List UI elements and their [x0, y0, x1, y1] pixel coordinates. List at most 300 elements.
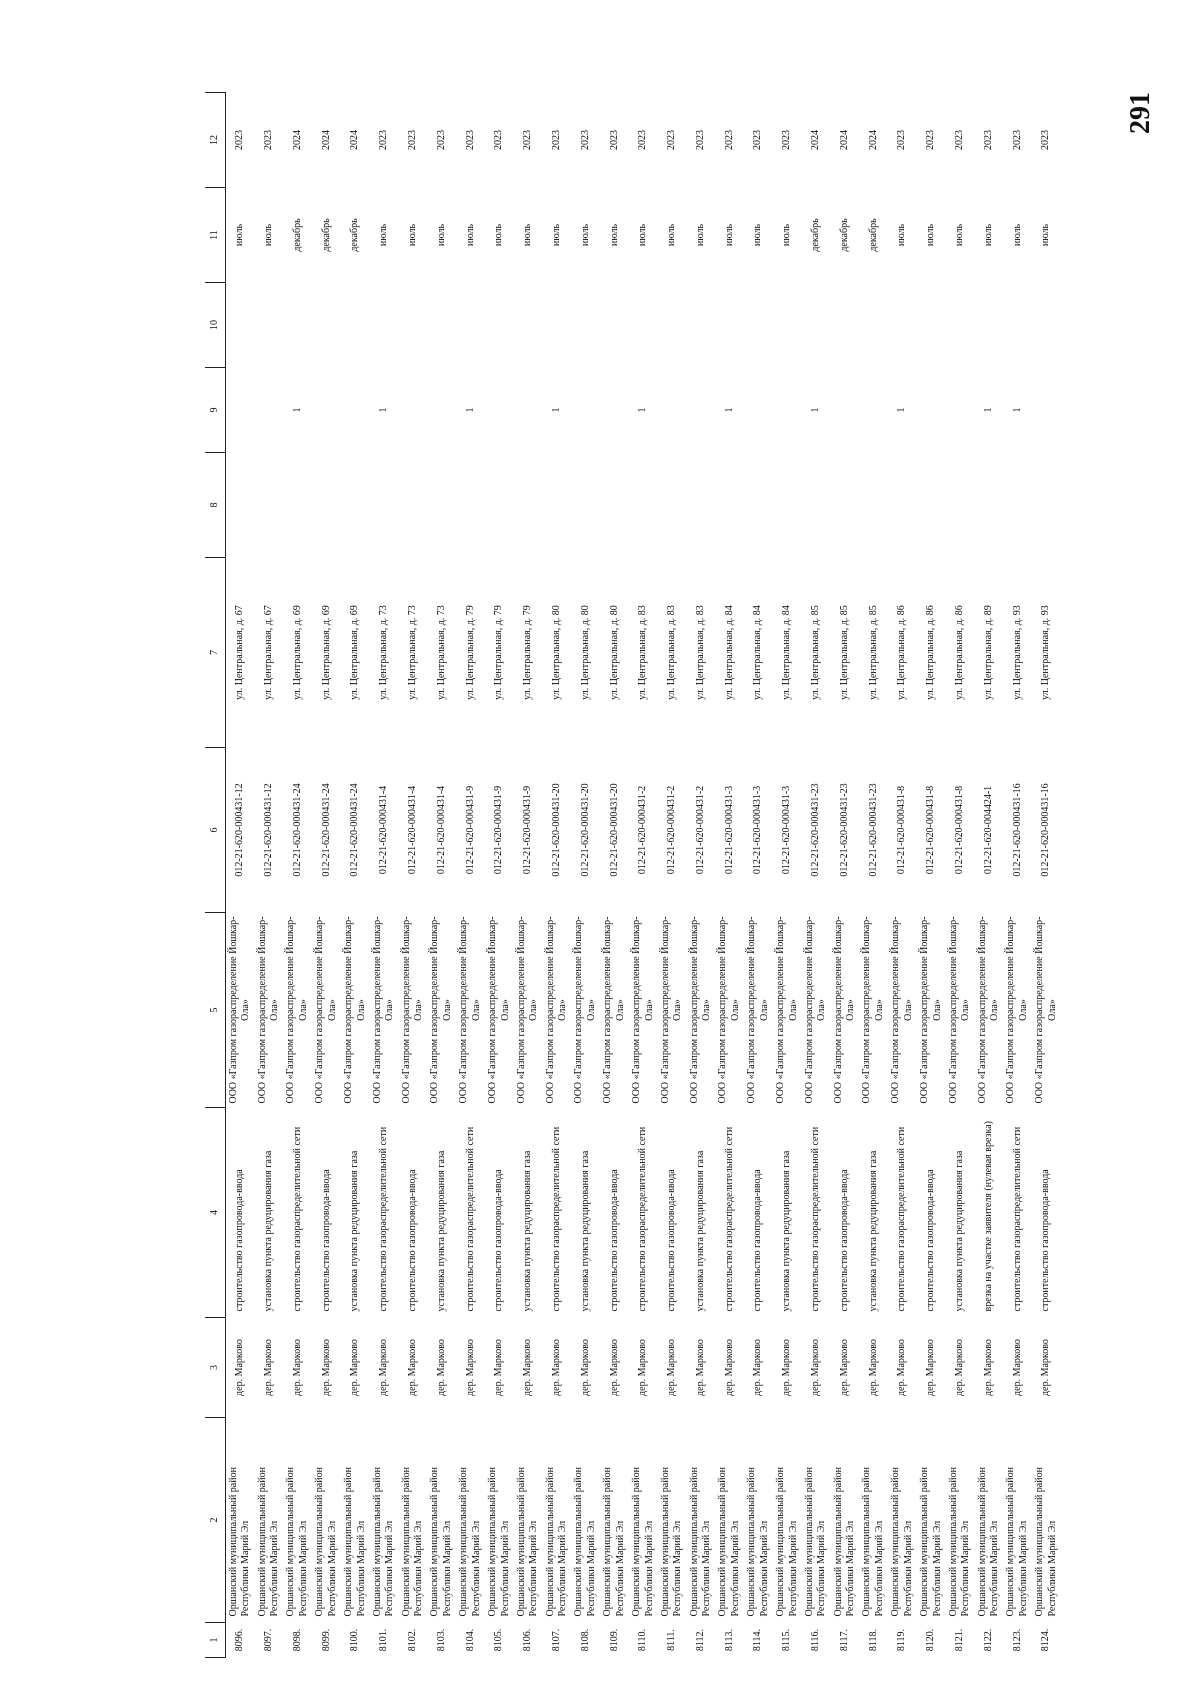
- cell-month: июль: [493, 223, 505, 247]
- cell-year: 2023: [1040, 130, 1052, 150]
- cell-municipality: Оршанский муниципальный район Республики Марий Эл: [487, 1467, 511, 1617]
- cell-col-9: 1: [291, 407, 303, 413]
- cell-col-9: 1: [810, 407, 822, 413]
- cell-municipality: Оршанский муниципальный район Республики Марий Эл: [429, 1467, 453, 1617]
- cell-organization: ООО «Газпром газораспределение Йошкар-Ола»: [544, 916, 569, 1104]
- cell-col-8: [312, 453, 341, 558]
- cell-col-10: [572, 283, 601, 368]
- table-row: [802, 93, 831, 1658]
- cell-application-number: 012-21-620-000431-8: [896, 785, 908, 875]
- cell-row-number: 8104.: [464, 1628, 476, 1652]
- col-header-11: 11: [205, 188, 226, 283]
- table-row: [946, 93, 975, 1658]
- cell-col-10: [543, 283, 572, 368]
- cell-municipality: Оршанский муниципальный район Республики Марий Эл: [515, 1467, 540, 1617]
- cell-municipality: Оршанский муниципальный район Республики Марий Эл: [746, 1467, 770, 1617]
- cell-year: 2023: [435, 130, 447, 150]
- cell-application-number: 012-21-620-000431-8: [954, 785, 966, 875]
- cell-settlement: дер. Марково: [752, 1339, 764, 1396]
- cell-year: 2023: [637, 130, 649, 150]
- cell-settlement: дер. Марково: [954, 1339, 966, 1396]
- cell-col-8: [370, 453, 399, 558]
- cell-organization: ООО «Газпром газораспределение Йошкар-Ола»: [429, 916, 453, 1104]
- cell-municipality: Оршанский муниципальный район Республики Марий Эл: [573, 1467, 597, 1617]
- cell-month: декабрь: [838, 218, 850, 252]
- cell-col-8: [255, 453, 284, 558]
- cell-month: июль: [406, 223, 418, 247]
- cell-month: июль: [234, 223, 246, 247]
- cell-organization: ООО «Газпром газораспределение Йошкар-Ола»: [314, 916, 338, 1104]
- cell-col-8: [744, 453, 773, 558]
- col-header-7: 7: [205, 558, 226, 748]
- cell-municipality: Оршанский муниципальный район Республики Марий Эл: [775, 1467, 799, 1617]
- cell-application-number: 012-21-620-000431-16: [1011, 783, 1023, 877]
- cell-col-9: [946, 368, 975, 453]
- cell-col-8: [399, 453, 428, 558]
- cell-organization: ООО «Газпром газораспределение Йошкар-Ола»: [1005, 916, 1029, 1104]
- cell-col-8: [572, 453, 601, 558]
- cell-application-number: 012-21-620-000431-20: [550, 783, 562, 877]
- cell-year: 2023: [1011, 130, 1023, 150]
- cell-row-number: 8109.: [608, 1628, 620, 1652]
- cell-month: декабрь: [867, 218, 879, 252]
- cell-year: 2023: [406, 130, 418, 150]
- cell-application-number: 012-21-620-000431-3: [752, 785, 764, 875]
- cell-settlement: дер. Марково: [666, 1339, 678, 1396]
- cell-month: декабрь: [291, 218, 303, 252]
- cell-work-type: строительство газораспределительной сети: [810, 1126, 822, 1312]
- cell-year: 2023: [262, 130, 274, 150]
- cell-month: июль: [550, 223, 562, 247]
- cell-organization: ООО «Газпром газораспределение Йошкар-Ола»: [861, 916, 885, 1104]
- cell-row-number: 8107.: [550, 1628, 562, 1652]
- cell-municipality: Оршанский муниципальный район Республики Марий Эл: [919, 1467, 943, 1617]
- cell-work-type: строительство газораспределительной сети: [1011, 1126, 1023, 1312]
- cell-month: июль: [752, 223, 764, 247]
- cell-settlement: дер. Марково: [781, 1339, 793, 1396]
- cell-col-10: [744, 283, 773, 368]
- cell-row-number: 8124.: [1040, 1628, 1052, 1652]
- cell-address: ул. Центральная, д. 83: [694, 605, 706, 700]
- cell-month: июль: [1040, 223, 1052, 247]
- cell-application-number: 012-21-620-000431-9: [522, 785, 534, 875]
- cell-address: ул. Центральная, д. 80: [579, 605, 591, 700]
- cell-settlement: дер. Марково: [550, 1339, 562, 1396]
- cell-work-type: строительство газораспределительной сети: [637, 1126, 649, 1312]
- cell-col-9: 1: [1011, 407, 1023, 413]
- cell-col-9: [917, 368, 946, 453]
- cell-settlement: дер. Марково: [234, 1339, 246, 1396]
- cell-col-10: [860, 283, 889, 368]
- cell-row-number: 8110.: [637, 1628, 649, 1652]
- cell-municipality: Оршанский муниципальный район Республики Марий Эл: [458, 1467, 482, 1617]
- cell-application-number: 012-21-620-000431-9: [464, 785, 476, 875]
- cell-application-number: 012-21-620-004424-1: [982, 785, 994, 875]
- cell-col-9: 1: [896, 407, 908, 413]
- cell-municipality: Оршанский муниципальный район Республики Марий Эл: [285, 1467, 309, 1617]
- cell-application-number: 012-21-620-000431-20: [579, 783, 591, 877]
- cell-col-9: [572, 368, 601, 453]
- cell-organization: ООО «Газпром газораспределение Йошкар-Ола»: [631, 916, 655, 1104]
- cell-col-8: [600, 453, 629, 558]
- cell-year: 2023: [522, 130, 534, 150]
- table-row: [658, 93, 687, 1658]
- cell-address: ул. Центральная, д. 85: [867, 605, 879, 700]
- cell-month: июль: [982, 223, 994, 247]
- cell-settlement: дер. Марково: [262, 1339, 274, 1396]
- cell-col-10: [802, 283, 831, 368]
- cell-month: июль: [464, 223, 476, 247]
- cell-work-type: строительство газопровода-ввода: [406, 1169, 418, 1312]
- cell-municipality: Оршанский муниципальный район Республики Марий Эл: [631, 1467, 655, 1617]
- cell-organization: ООО «Газпром газораспределение Йошкар-Ола»: [947, 916, 972, 1104]
- cell-col-10: [658, 283, 687, 368]
- cell-month: июль: [723, 223, 735, 247]
- table-row: [687, 93, 716, 1658]
- cell-municipality: Оршанский муниципальный район Республики Марий Эл: [544, 1467, 569, 1617]
- cell-year: 2023: [378, 130, 390, 150]
- cell-month: июль: [637, 223, 649, 247]
- cell-row-number: 8117.: [838, 1628, 850, 1652]
- cell-municipality: Оршанский муниципальный район Республики Марий Эл: [688, 1467, 713, 1617]
- table-row: [1004, 93, 1033, 1658]
- cell-col-10: [975, 283, 1004, 368]
- cell-row-number: 8120.: [925, 1628, 937, 1652]
- cell-settlement: дер. Марково: [378, 1339, 390, 1396]
- cell-col-8: [284, 453, 313, 558]
- cell-col-10: [1004, 283, 1033, 368]
- cell-application-number: 012-21-620-000431-2: [637, 785, 649, 875]
- cell-month: июль: [262, 223, 274, 247]
- cell-month: июль: [435, 223, 447, 247]
- cell-col-10: [687, 283, 716, 368]
- cell-row-number: 8106.: [522, 1628, 534, 1652]
- cell-address: ул. Центральная, д. 79: [464, 605, 476, 700]
- cell-year: 2024: [349, 130, 361, 150]
- cell-work-type: установка пункта редуцирования газа: [435, 1150, 447, 1312]
- cell-row-number: 8121.: [954, 1628, 966, 1652]
- cell-col-10: [255, 283, 284, 368]
- cell-municipality: Оршанский муниципальный район Республики Марий Эл: [947, 1467, 972, 1617]
- cell-col-9: [860, 368, 889, 453]
- cell-col-9: [1032, 368, 1061, 453]
- cell-col-9: 1: [464, 407, 476, 413]
- cell-organization: ООО «Газпром газораспределение Йошкар-Ола»: [717, 916, 741, 1104]
- cell-col-10: [1032, 283, 1061, 368]
- cell-municipality: Оршанский муниципальный район Республики Марий Эл: [343, 1467, 367, 1617]
- cell-month: декабрь: [349, 218, 361, 252]
- cell-municipality: Оршанский муниципальный район Республики Марий Эл: [717, 1467, 741, 1617]
- cell-month: декабрь: [320, 218, 332, 252]
- cell-row-number: 8119.: [896, 1628, 908, 1652]
- cell-row-number: 8102.: [406, 1628, 418, 1652]
- cell-address: ул. Центральная, д. 79: [493, 605, 505, 700]
- cell-col-9: 1: [378, 407, 390, 413]
- table-row: [428, 93, 457, 1658]
- cell-organization: ООО «Газпром газораспределение Йошкар-Ола»: [1034, 916, 1058, 1104]
- cell-row-number: 8113.: [723, 1628, 735, 1652]
- cell-organization: ООО «Газпром газораспределение Йошкар-Ола»: [515, 916, 540, 1104]
- data-table: [205, 92, 1061, 1658]
- cell-row-number: 8122.: [982, 1628, 994, 1652]
- cell-settlement: дер. Марково: [1011, 1339, 1023, 1396]
- cell-row-number: 8123.: [1011, 1628, 1023, 1652]
- cell-settlement: дер. Марково: [608, 1339, 620, 1396]
- cell-address: ул. Центральная, д. 67: [234, 605, 246, 700]
- cell-address: ул. Центральная, д. 86: [925, 605, 937, 700]
- cell-municipality: Оршанский муниципальный район Республики Марий Эл: [976, 1467, 1001, 1617]
- cell-row-number: 8118.: [867, 1628, 879, 1652]
- cell-work-type: установка пункта редуцирования газа: [781, 1150, 793, 1312]
- cell-work-type: строительство газораспределительной сети: [723, 1126, 735, 1312]
- cell-col-9: [312, 368, 341, 453]
- cell-month: июль: [781, 223, 793, 247]
- cell-year: 2023: [896, 130, 908, 150]
- cell-month: декабрь: [810, 218, 822, 252]
- cell-address: ул. Центральная, д. 80: [608, 605, 620, 700]
- table-row: [1032, 93, 1061, 1658]
- cell-row-number: 8111.: [666, 1629, 678, 1651]
- cell-settlement: дер. Марково: [896, 1339, 908, 1396]
- cell-address: ул. Центральная, д. 79: [522, 605, 534, 700]
- cell-month: июль: [666, 223, 678, 247]
- cell-col-10: [399, 283, 428, 368]
- cell-application-number: 012-21-620-000431-16: [1040, 783, 1052, 877]
- cell-municipality: Оршанский муниципальный район Республики Марий Эл: [227, 1467, 252, 1617]
- cell-application-number: 012-21-620-000431-23: [838, 783, 850, 877]
- table-row: [284, 93, 313, 1658]
- cell-year: 2023: [752, 130, 764, 150]
- col-header-6: 6: [205, 748, 226, 913]
- cell-address: ул. Центральная, д. 69: [320, 605, 332, 700]
- table-row: [629, 93, 658, 1658]
- cell-col-8: [773, 453, 802, 558]
- cell-month: июль: [579, 223, 591, 247]
- cell-municipality: Оршанский муниципальный район Республики Марий Эл: [602, 1467, 626, 1617]
- cell-col-9: [485, 368, 514, 453]
- cell-col-9: [744, 368, 773, 453]
- table-row: [341, 93, 370, 1658]
- cell-work-type: установка пункта редуцирования газа: [867, 1150, 879, 1312]
- cell-col-8: [341, 453, 370, 558]
- cell-organization: ООО «Газпром газораспределение Йошкар-Ола»: [400, 916, 425, 1104]
- cell-month: июль: [378, 223, 390, 247]
- cell-application-number: 012-21-620-000431-3: [781, 785, 793, 875]
- cell-year: 2023: [723, 130, 735, 150]
- cell-col-10: [456, 283, 485, 368]
- cell-year: 2023: [666, 130, 678, 150]
- cell-row-number: 8112.: [694, 1628, 706, 1652]
- cell-work-type: установка пункта редуцирования газа: [522, 1150, 534, 1312]
- table-row: [370, 93, 399, 1658]
- cell-work-type: строительство газопровода-ввода: [493, 1169, 505, 1312]
- cell-settlement: дер. Марково: [838, 1339, 850, 1396]
- cell-year: 2023: [925, 130, 937, 150]
- col-header-12: 12: [205, 93, 226, 188]
- table-row: [600, 93, 629, 1658]
- cell-application-number: 012-21-620-000431-4: [378, 785, 390, 875]
- cell-organization: ООО «Газпром газораспределение Йошкар-Ола»: [659, 916, 684, 1104]
- cell-year: 2023: [234, 130, 246, 150]
- cell-address: ул. Центральная, д. 73: [406, 605, 418, 700]
- cell-municipality: Оршанский муниципальный район Республики Марий Эл: [256, 1467, 281, 1617]
- cell-col-9: 1: [723, 407, 735, 413]
- cell-col-9: [831, 368, 860, 453]
- cell-col-10: [888, 283, 917, 368]
- cell-address: ул. Центральная, д. 85: [838, 605, 850, 700]
- cell-settlement: дер. Марково: [723, 1339, 735, 1396]
- cell-work-type: установка пункта редуцирования газа: [694, 1150, 706, 1312]
- cell-settlement: дер. Марково: [349, 1339, 361, 1396]
- cell-application-number: 012-21-620-000431-2: [694, 785, 706, 875]
- cell-col-10: [514, 283, 543, 368]
- cell-work-type: строительство газораспределительной сети: [550, 1126, 562, 1312]
- cell-col-10: [428, 283, 457, 368]
- cell-row-number: 8116.: [810, 1628, 822, 1652]
- cell-year: 2023: [781, 130, 793, 150]
- col-header-4: 4: [205, 1108, 226, 1318]
- cell-col-9: [687, 368, 716, 453]
- cell-col-9: [514, 368, 543, 453]
- table-row: [773, 93, 802, 1658]
- cell-municipality: Оршанский муниципальный район Республики Марий Эл: [832, 1467, 857, 1617]
- cell-application-number: 012-21-620-000431-12: [234, 783, 246, 877]
- cell-settlement: дер. Марково: [867, 1339, 879, 1396]
- cell-work-type: установка пункта редуцирования газа: [579, 1150, 591, 1312]
- table-row: [917, 93, 946, 1658]
- cell-organization: ООО «Газпром газораспределение Йошкар-Ола»: [227, 916, 252, 1104]
- cell-col-8: [629, 453, 658, 558]
- cell-municipality: Оршанский муниципальный район Республики Марий Эл: [371, 1467, 396, 1617]
- cell-year: 2024: [320, 130, 332, 150]
- cell-address: ул. Центральная, д. 84: [781, 605, 793, 700]
- cell-col-10: [600, 283, 629, 368]
- cell-address: ул. Центральная, д. 73: [378, 605, 390, 700]
- cell-col-8: [946, 453, 975, 558]
- table-row: [744, 93, 773, 1658]
- cell-year: 2023: [579, 130, 591, 150]
- table-row: [485, 93, 514, 1658]
- cell-row-number: 8114.: [752, 1628, 764, 1652]
- cell-organization: ООО «Газпром газораспределение Йошкар-Ола»: [285, 916, 309, 1104]
- cell-year: 2024: [810, 130, 822, 150]
- cell-settlement: дер. Марково: [435, 1339, 447, 1396]
- table-row: [312, 93, 341, 1658]
- cell-year: 2023: [608, 130, 620, 150]
- cell-row-number: 8099.: [320, 1628, 332, 1652]
- cell-work-type: строительство газораспределительной сети: [291, 1126, 303, 1312]
- cell-organization: ООО «Газпром газораспределение Йошкар-Ола»: [371, 916, 396, 1104]
- cell-row-number: 8101.: [378, 1628, 390, 1652]
- cell-municipality: Оршанский муниципальный район Республики Марий Эл: [659, 1467, 684, 1617]
- cell-work-type: строительство газопровода-ввода: [752, 1169, 764, 1312]
- table-row: [226, 93, 255, 1658]
- cell-col-9: [428, 368, 457, 453]
- cell-col-8: [226, 453, 255, 558]
- cell-address: ул. Центральная, д. 73: [435, 605, 447, 700]
- table-row: [975, 93, 1004, 1658]
- cell-col-8: [658, 453, 687, 558]
- cell-address: ул. Центральная, д. 93: [1011, 605, 1023, 700]
- cell-work-type: строительство газораспределительной сети: [464, 1126, 476, 1312]
- table-body: [226, 93, 1062, 1658]
- cell-organization: ООО «Газпром газораспределение Йошкар-Ола»: [890, 916, 914, 1104]
- cell-work-type: строительство газопровода-ввода: [666, 1169, 678, 1312]
- cell-application-number: 012-21-620-000431-20: [608, 783, 620, 877]
- cell-organization: ООО «Газпром газораспределение Йошкар-Ола»: [976, 916, 1001, 1104]
- table-row: [860, 93, 889, 1658]
- cell-work-type: строительство газопровода-ввода: [608, 1169, 620, 1312]
- cell-organization: ООО «Газпром газораспределение Йошкар-Ола»: [775, 916, 799, 1104]
- cell-settlement: дер. Марково: [406, 1339, 418, 1396]
- cell-settlement: дер. Марково: [982, 1339, 994, 1396]
- cell-col-9: [600, 368, 629, 453]
- cell-col-9: [399, 368, 428, 453]
- cell-organization: ООО «Газпром газораспределение Йошкар-Ола»: [602, 916, 626, 1104]
- cell-col-10: [226, 283, 255, 368]
- cell-col-9: 1: [637, 407, 649, 413]
- cell-address: ул. Центральная, д. 69: [291, 605, 303, 700]
- cell-organization: ООО «Газпром газораспределение Йошкар-Ола»: [458, 916, 482, 1104]
- cell-col-8: [543, 453, 572, 558]
- cell-organization: ООО «Газпром газораспределение Йошкар-Ола»: [573, 916, 597, 1104]
- cell-settlement: дер. Марково: [579, 1339, 591, 1396]
- cell-settlement: дер. Марково: [522, 1339, 534, 1396]
- cell-work-type: строительство газопровода-ввода: [838, 1169, 850, 1312]
- cell-row-number: 8103.: [435, 1628, 447, 1652]
- cell-col-8: [917, 453, 946, 558]
- cell-address: ул. Центральная, д. 85: [810, 605, 822, 700]
- cell-col-9: [658, 368, 687, 453]
- cell-application-number: 012-21-620-000431-2: [666, 785, 678, 875]
- cell-application-number: 012-21-620-000431-12: [262, 783, 274, 877]
- cell-application-number: 012-21-620-000431-4: [435, 785, 447, 875]
- cell-application-number: 012-21-620-000431-23: [810, 783, 822, 877]
- cell-application-number: 012-21-620-000431-8: [925, 785, 937, 875]
- cell-col-8: [687, 453, 716, 558]
- cell-address: ул. Центральная, д. 83: [637, 605, 649, 700]
- cell-address: ул. Центральная, д. 84: [723, 605, 735, 700]
- cell-col-10: [629, 283, 658, 368]
- cell-organization: ООО «Газпром газораспределение Йошкар-Ола»: [919, 916, 943, 1104]
- cell-row-number: 8097.: [262, 1628, 274, 1652]
- cell-organization: ООО «Газпром газораспределение Йошкар-Ола»: [832, 916, 857, 1104]
- cell-col-10: [716, 283, 745, 368]
- cell-year: 2024: [838, 130, 850, 150]
- cell-col-9: [773, 368, 802, 453]
- cell-work-type: строительство газопровода-ввода: [320, 1169, 332, 1312]
- cell-settlement: дер. Марково: [464, 1339, 476, 1396]
- cell-application-number: 012-21-620-000431-24: [320, 783, 332, 877]
- page-number: 291: [1125, 92, 1156, 134]
- cell-year: 2023: [982, 130, 994, 150]
- cell-col-10: [284, 283, 313, 368]
- cell-organization: ООО «Газпром газораспределение Йошкар-Ола»: [256, 916, 281, 1104]
- cell-col-10: [917, 283, 946, 368]
- cell-row-number: 8108.: [579, 1628, 591, 1652]
- cell-col-10: [370, 283, 399, 368]
- col-header-8: 8: [205, 453, 226, 558]
- cell-municipality: Оршанский муниципальный район Республики Марий Эл: [1034, 1467, 1058, 1617]
- cell-month: июль: [925, 223, 937, 247]
- cell-work-type: строительство газопровода-ввода: [1040, 1169, 1052, 1312]
- cell-address: ул. Центральная, д. 86: [954, 605, 966, 700]
- cell-col-9: 1: [550, 407, 562, 413]
- cell-year: 2024: [291, 130, 303, 150]
- cell-municipality: Оршанский муниципальный район Республики Марий Эл: [890, 1467, 914, 1617]
- cell-settlement: дер. Марково: [694, 1339, 706, 1396]
- cell-application-number: 012-21-620-000431-3: [723, 785, 735, 875]
